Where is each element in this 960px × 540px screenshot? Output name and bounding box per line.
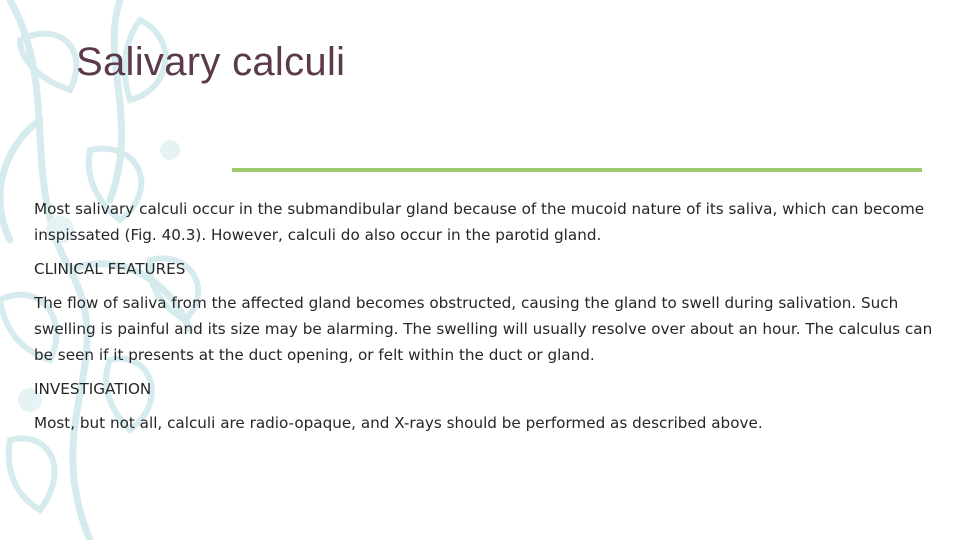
slide-body — [34, 196, 934, 444]
section-heading-clinical-features: CLINICAL FEATURES — [34, 260, 186, 278]
clinical-features-paragraph: The flow of saliva from the affected gland becomes obstructed, causing the gland to swell during salivation. Such swelling is painful and its size may be alarming. The swelling will usually resolve over about an hour. The calculus can be seen if it presents at the duct opening, or felt within the duct or gland. — [34, 294, 933, 364]
section-heading-investigation: INVESTIGATION — [34, 380, 152, 398]
title-accent-rule — [232, 168, 922, 172]
intro-paragraph: Most salivary calculi occur in the submandibular gland because of the mucoid nature of its saliva, which can become inspissated (Fig. 40.3). However, calculi do also occur in the parotid gland. — [34, 200, 925, 244]
investigation-paragraph: Most, but not all, calculi are radio-opaque, and X-rays should be performed as described above. — [34, 414, 763, 432]
slide-title: Salivary calculi — [76, 40, 346, 84]
